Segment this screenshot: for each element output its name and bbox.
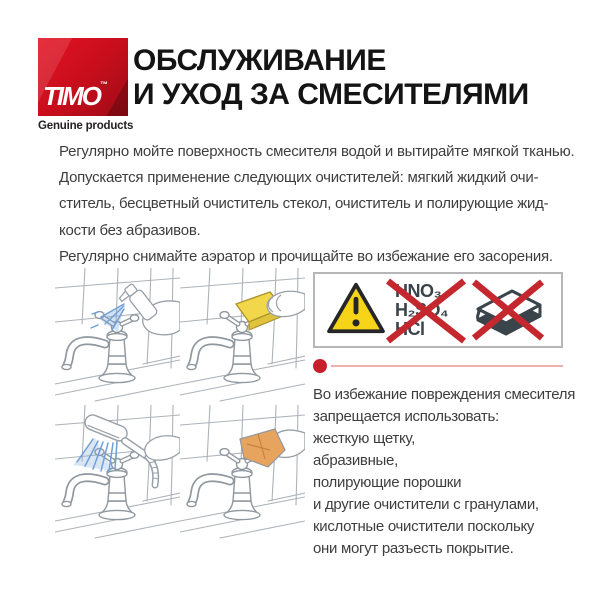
illustration-grid — [55, 268, 305, 542]
text-line: и другие очистители с гранулами, — [313, 496, 539, 513]
prohibition-column — [313, 272, 576, 560]
divider-line — [331, 365, 563, 367]
chemical-formula: HNO₃ — [395, 280, 442, 301]
brand-text: TIMO — [43, 81, 100, 111]
text-line: абразивные, — [313, 452, 398, 469]
text-line: кислотные очистители поскольку — [313, 518, 535, 535]
warning-triangle-icon — [325, 281, 387, 340]
intro-paragraph — [59, 139, 575, 270]
warning-box — [313, 272, 563, 348]
text-line: Во избежание повреждения смесителя — [313, 386, 576, 403]
illustration-soft-sponge — [180, 268, 305, 405]
red-bullet-divider — [313, 359, 563, 373]
text-line: ститель, бесцветный очиститель стекол, очиститель и полирующие жид- — [59, 195, 549, 213]
spray-bottle-icon — [91, 282, 180, 335]
text-line: кости без абразивов. — [59, 221, 201, 239]
page-title — [133, 44, 529, 112]
illustration-soft-cloth — [180, 405, 305, 542]
text-line: запрещается использовать: — [313, 408, 499, 425]
text-line: Регулярно мойте поверхность смесителя водой и вытирайте мягкой тканью. — [59, 143, 575, 160]
illustration-spray-cleaner — [55, 268, 180, 405]
trademark-symbol: ™ — [100, 80, 108, 89]
abrasive-sponge-icon — [469, 278, 547, 342]
text-line: Регулярно снимайте аэратор и прочищайте во избежание его засорения. — [59, 247, 553, 265]
text-line: Допускается применение следующих очистителей: мягкий жидкий очи- — [59, 169, 539, 187]
red-dot — [313, 359, 327, 373]
text-line: полирующие порошки — [313, 474, 462, 491]
brand-wordmark — [43, 80, 108, 112]
text-line: жесткую щетку, — [313, 430, 415, 447]
logo-mark — [38, 38, 128, 116]
illustration-rinse-shower — [55, 405, 180, 542]
page-title-line2: И УХОД ЗА СМЕСИТЕЛЯМИ — [133, 78, 529, 111]
chemical-formula: H₂SO₄ — [395, 299, 449, 320]
page-title-line1: ОБСЛУЖИВАНИЕ — [133, 44, 386, 77]
chemical-formula: HCl — [395, 318, 425, 339]
faucet-icon — [62, 312, 139, 383]
prohibited-sponge — [469, 278, 547, 342]
care-note — [313, 384, 576, 560]
prohibited-chemicals — [392, 282, 462, 339]
text-line: они могут разъесть покрытие. — [313, 540, 514, 557]
timo-logo — [38, 38, 134, 132]
logo-tagline: Genuine products — [38, 120, 134, 132]
